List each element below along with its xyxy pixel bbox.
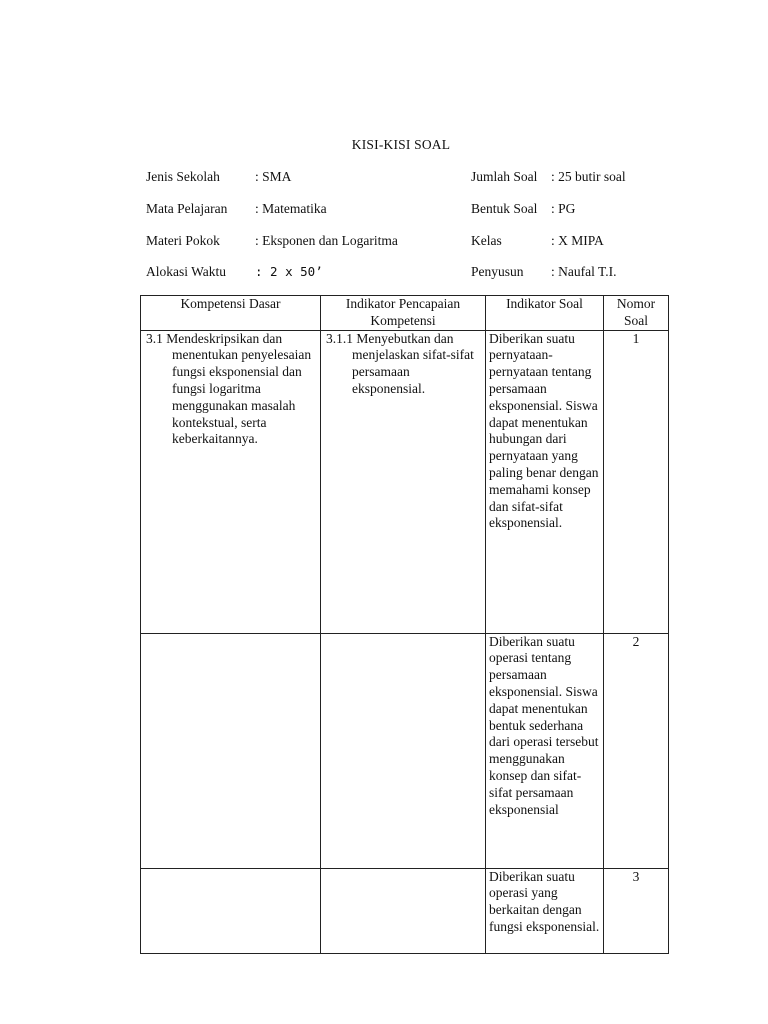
info-mata-pelajaran [146,200,327,218]
info-jenis-sekolah [146,168,291,186]
document-title: KISI-KISI SOAL [351,137,451,152]
info-value: : Matematika [255,201,327,216]
info-label: Mata Pelajaran [146,201,228,216]
cell-indikator-soal: Diberikan suatu operasi yang berkaitan dengan fungsi eksponensial. [486,868,604,953]
kd-text: 3.1 Mendeskripsikan dan menentukan penyelesaian fungsi eksponensial dan fungsi logaritma menggunakan masalah kontekstual, serta keberkaitannya. [146,330,312,447]
table-row [141,330,669,633]
info-label: Penyusun [471,264,524,279]
cell-nomor-soal: 1 [604,330,669,633]
cell-kompetensi-dasar [141,633,321,868]
header-nomor-soal: Nomor Soal [604,296,669,331]
kisi-kisi-table [140,295,669,954]
info-label: Bentuk Soal [471,201,538,216]
info-value: : X MIPA [551,233,604,248]
cell-ipk [321,868,486,953]
info-bentuk-soal [471,200,575,218]
info-materi-pokok [146,232,398,250]
header-indikator-soal: Indikator Soal [486,296,604,331]
cell-nomor-soal: 3 [604,868,669,953]
info-kelas [471,232,604,250]
header-indikator-pencapaian: Indikator Pencapaian Kompetensi [321,296,486,331]
header-kompetensi-dasar: Kompetensi Dasar [141,296,321,331]
info-penyusun [471,263,616,281]
info-value: : SMA [255,169,292,184]
info-value: : 25 butir soal [551,169,626,184]
info-label: Materi Pokok [146,233,220,248]
cell-kompetensi-dasar [141,330,321,633]
table-row [141,868,669,953]
info-label: Alokasi Waktu [146,264,227,279]
cell-ipk [321,633,486,868]
info-jumlah-soal [471,168,626,186]
info-label: Jumlah Soal [471,169,538,184]
info-label: Jenis Sekolah [146,169,220,184]
table-header-row [141,296,669,331]
cell-kompetensi-dasar [141,868,321,953]
table-row [141,633,669,868]
cell-ipk [321,330,486,633]
info-value: : PG [551,201,576,216]
info-label: Kelas [471,233,502,248]
ipk-text: 3.1.1 Menyebutkan dan menjelaskan sifat-sifat persamaan eksponensial. [326,330,474,396]
info-value: : Naufal T.I. [551,264,617,279]
cell-indikator-soal: Diberikan suatu operasi tentang persamaan eksponensial. Siswa dapat menentukan bentuk sederhana dari operasi tersebut menggunakan konsep dan sifat-sifat persamaan eksponensial [486,633,604,868]
info-value: : 2 x 50’ [255,264,323,279]
info-alokasi-waktu [146,263,323,281]
info-value: : Eksponen dan Logaritma [255,233,398,248]
cell-indikator-soal: Diberikan suatu pernyataan-pernyataan tentang persamaan eksponensial. Siswa dapat menentukan hubungan dari pernyataan yang paling benar dengan memahami konsep dan sifat-sifat eksponensial. [486,330,604,633]
cell-nomor-soal: 2 [604,633,669,868]
